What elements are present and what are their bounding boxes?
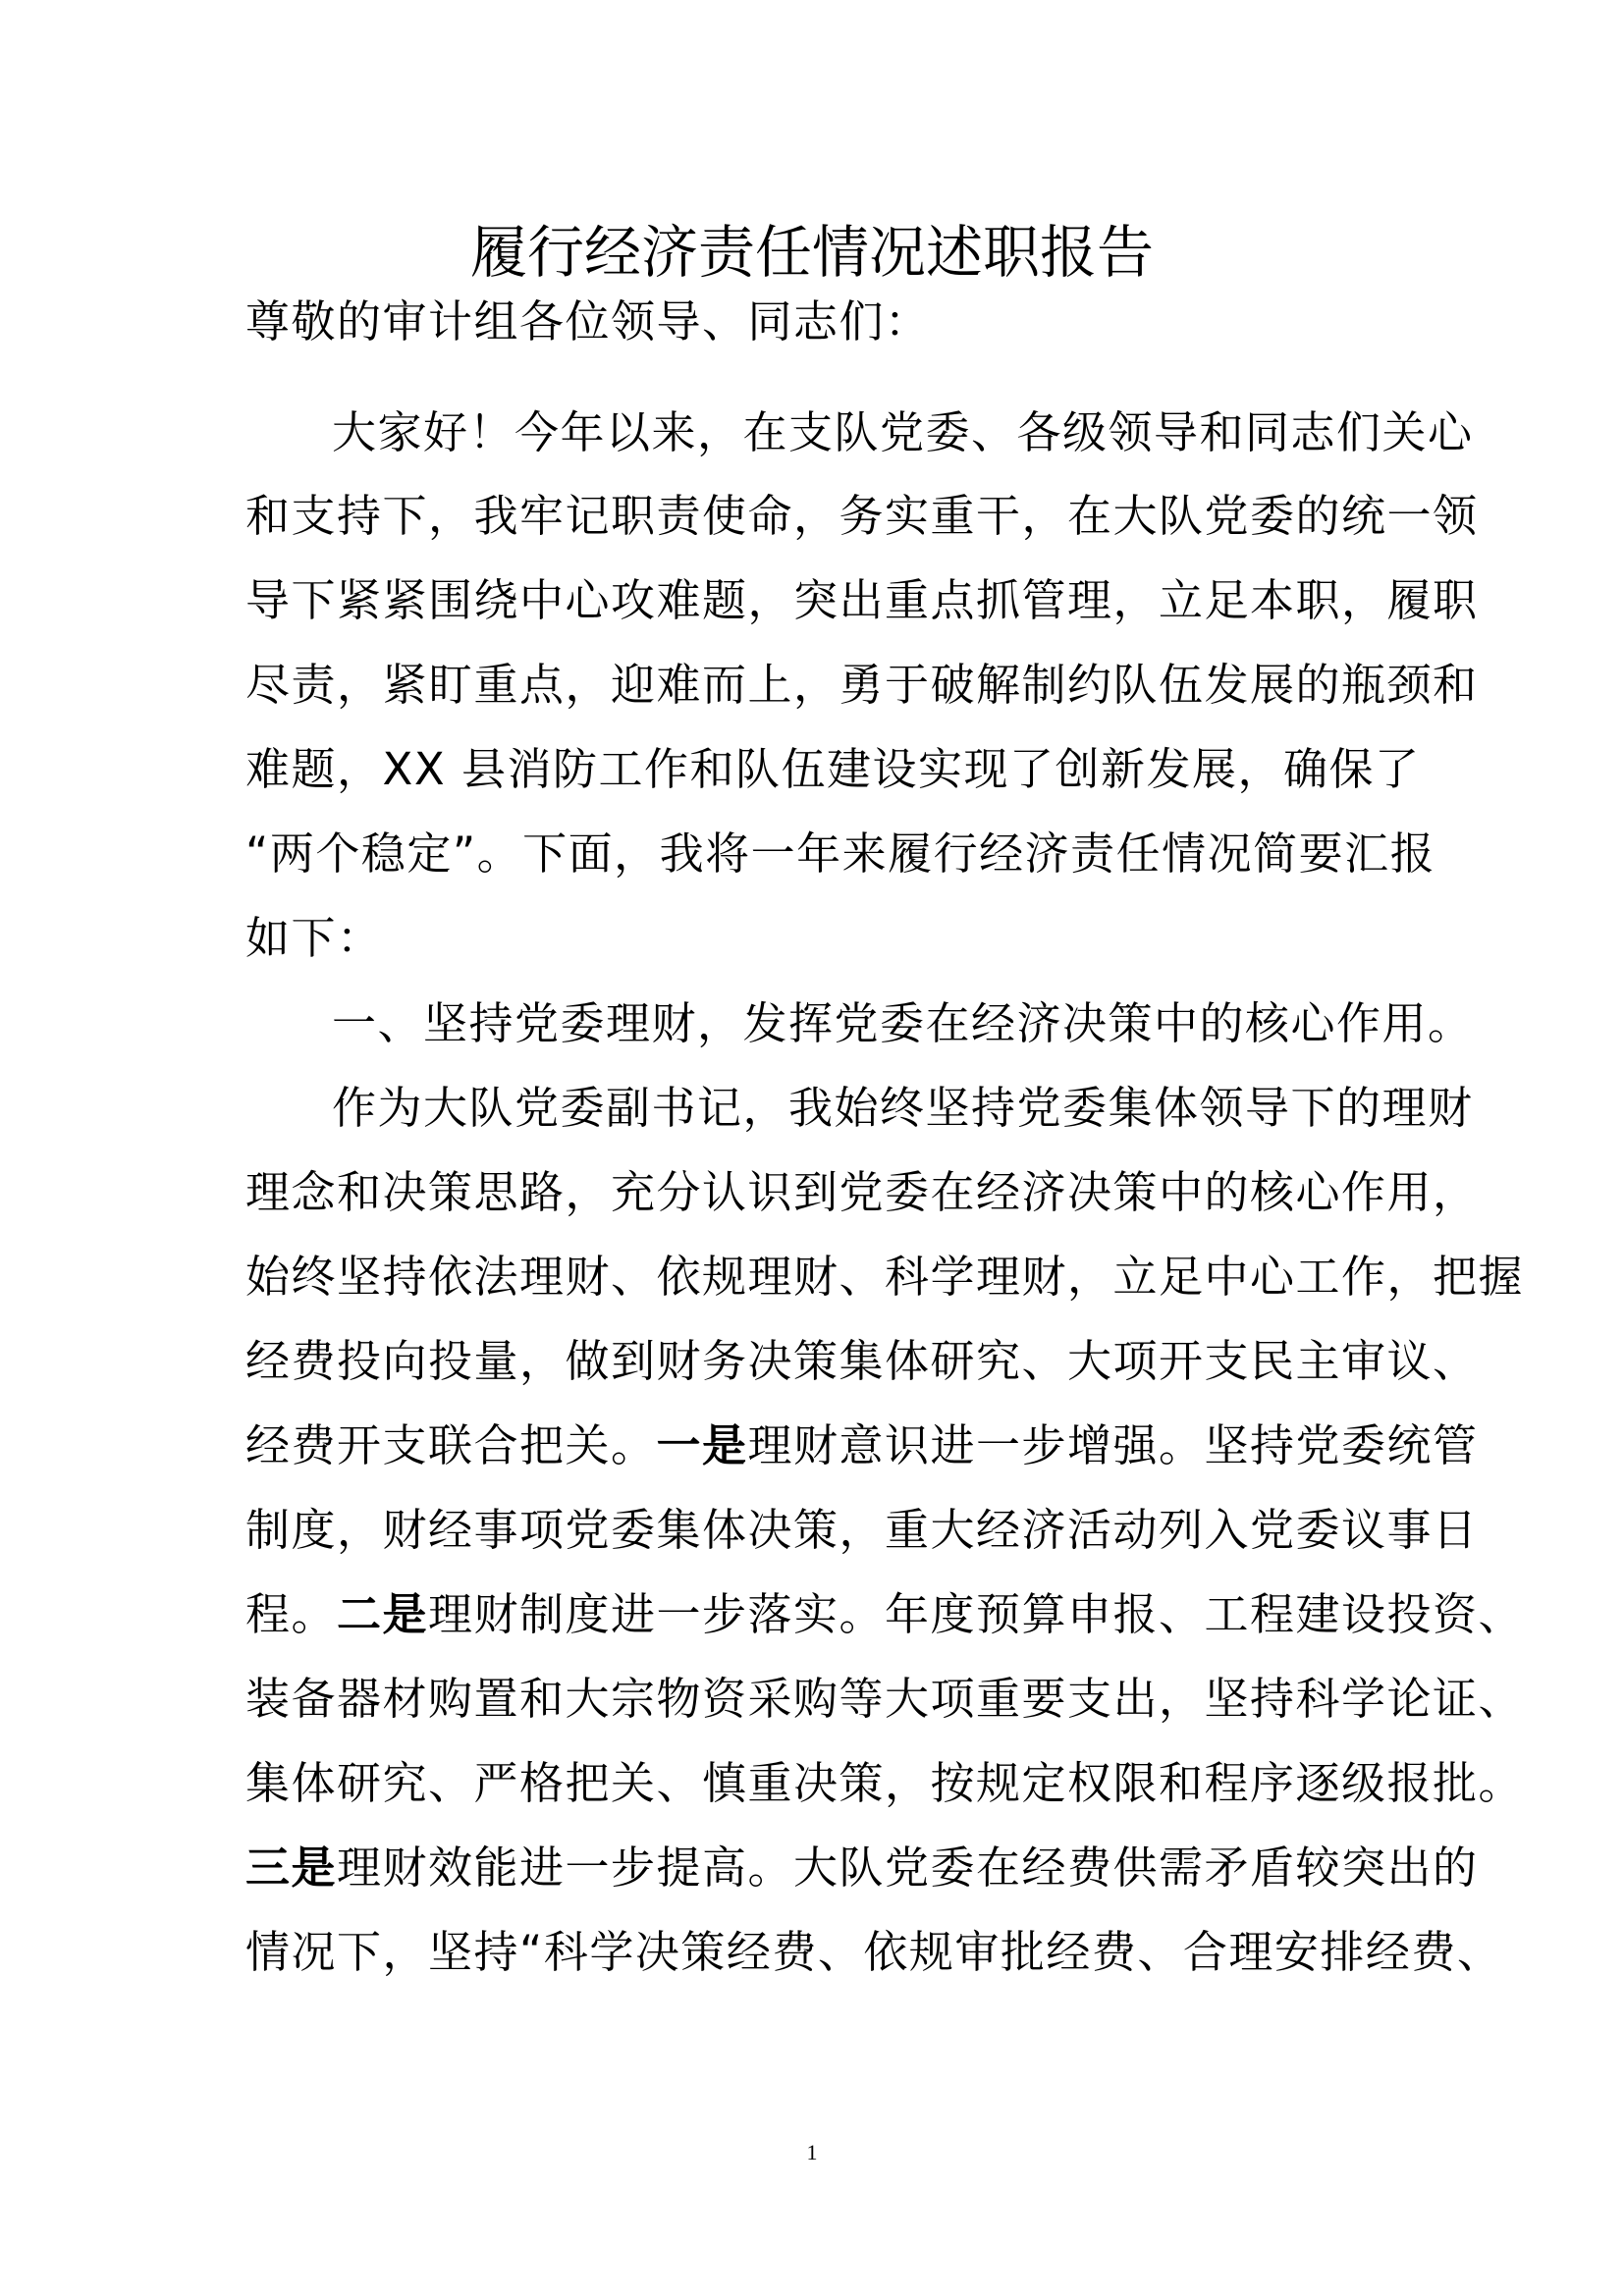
line-text: 程。 <box>245 1588 338 1640</box>
paragraph-line: 制度，财经事项党委集体决策，重大经济活动列入党委议事日 <box>245 1504 1479 1556</box>
line-text: 理财制度进一步落实。年度预算申报、工程建设投资、 <box>428 1588 1525 1640</box>
paragraph-line <box>245 1841 1479 1896</box>
bold-keyword: 二是 <box>337 1588 429 1640</box>
bold-keyword: 三是 <box>245 1842 338 1894</box>
line-text: 理财效能进一步提高。大队党委在经费供需矛盾较突出的 <box>337 1842 1479 1894</box>
paragraph-line: 情况下，坚持“科学决策经费、依规审批经费、合理安排经费、 <box>245 1926 1503 1978</box>
section-heading: 一、坚持党委理财，发挥党委在经济决策中的核心作用。 <box>332 997 1474 1049</box>
paragraph-line: 作为大队党委副书记，我始终坚持党委集体领导下的理财 <box>332 1082 1474 1134</box>
bold-keyword: 一是 <box>656 1419 748 1471</box>
line-text: 经费开支联合把关。 <box>245 1419 657 1471</box>
paragraph-line: 经费投向投量，做到财务决策集体研究、大项开支民主审议、 <box>245 1335 1479 1387</box>
paragraph-line: 装备器材购置和大宗物资采购等大项重要支出，坚持科学论证、 <box>245 1673 1525 1725</box>
paragraph-line: 始终坚持依法理财、依规理财、科学理财，立足中心工作，把握 <box>245 1251 1525 1303</box>
line-text: 理财意识进一步增强。坚持党委统管 <box>747 1419 1479 1471</box>
paragraph-line <box>245 1587 1525 1642</box>
paragraph-line: 难题，XX 县消防工作和队伍建设实现了创新发展，确保了 <box>245 743 1421 795</box>
paragraph-line: 如下： <box>245 912 383 964</box>
paragraph-line: 导下紧紧围绕中心攻难题，突出重点抓管理，立足本职，履职 <box>245 574 1479 626</box>
page-number: 1 <box>806 2140 818 2164</box>
paragraph-line: 大家好！今年以来，在支队党委、各级领导和同志们关心 <box>332 406 1474 458</box>
paragraph-line: 尽责，紧盯重点，迎难而上，勇于破解制约队伍发展的瓶颈和 <box>245 659 1479 711</box>
paragraph-line: 理念和决策思路，充分认识到党委在经济决策中的核心作用， <box>245 1166 1479 1218</box>
paragraph-line: “两个稳定”。下面，我将一年来履行经济责任情况简要汇报 <box>245 828 1436 880</box>
paragraph-line: 集体研究、严格把关、慎重决策，按规定权限和程序逐级报批。 <box>245 1757 1525 1809</box>
paragraph-line <box>245 1418 1479 1473</box>
paragraph-line: 和支持下，我牢记职责使命，务实重干，在大队党委的统一领 <box>245 490 1479 542</box>
document-title: 履行经济责任情况述职报告 <box>469 219 1154 286</box>
salutation: 尊敬的审计组各位领导、同志们： <box>245 295 931 347</box>
